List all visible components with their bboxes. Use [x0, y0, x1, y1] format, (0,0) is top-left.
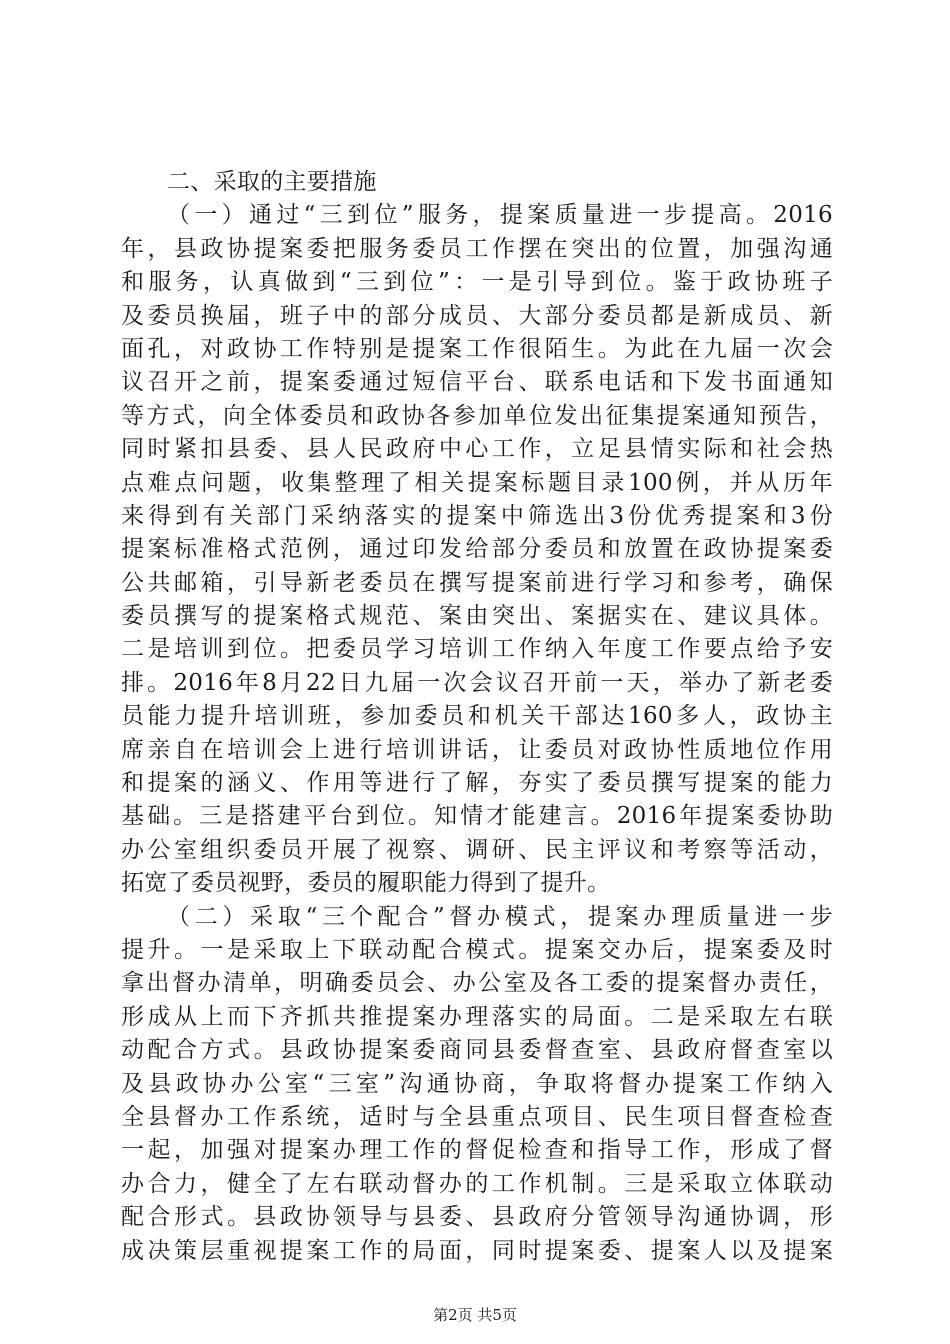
text-line: 配合形式。县政协领导与县委、县政府分管领导沟通协调，形	[121, 1204, 833, 1231]
text-line: 全县督办工作系统，适时与全县重点项目、民生项目督查检查	[121, 1103, 833, 1130]
text-line: 来得到有关部门采纳落实的提案中筛选出3份优秀提案和3份	[121, 502, 833, 529]
text-line: 办合力，健全了左右联动督办的工作机制。三是采取立体联动	[121, 1170, 833, 1197]
text-line: 排。2016年8月22日九届一次会议召开前一天，举办了新老委	[121, 669, 833, 696]
text-line: 面孔，对政协工作特别是提案工作很陌生。为此在九届一次会	[121, 335, 833, 362]
text-line: 同时紧扣县委、县人民政府中心工作，立足县情实际和社会热	[121, 436, 833, 463]
text-line: 员能力提升培训班，参加委员和机关干部达160多人，政协主	[121, 703, 833, 730]
text-line: 议召开之前，提案委通过短信平台、联系电话和下发书面通知	[121, 369, 833, 396]
text-line: 年，县政协提案委把服务委员工作摆在突出的位置，加强沟通	[121, 235, 833, 262]
text-line: 二是培训到位。把委员学习培训工作纳入年度工作要点给予安	[121, 636, 833, 663]
text-line: （二）采取“三个配合”督办模式，提案办理质量进一步	[167, 903, 833, 930]
text-line: （一）通过“三到位”服务，提案质量进一步提高。2016	[167, 202, 833, 229]
text-line: 办公室组织委员开展了视察、调研、民主评议和考察等活动，	[121, 836, 833, 863]
text-line: 动配合方式。县政协提案委商同县委督查室、县政府督查室以	[121, 1037, 833, 1064]
text-line: 和服务，认真做到“三到位”：一是引导到位。鉴于政协班子	[121, 269, 833, 296]
text-line: 形成从上而下齐抓共推提案办理落实的局面。二是采取左右联	[121, 1003, 833, 1030]
text-line: 及委员换届，班子中的部分成员、大部分委员都是新成员、新	[121, 302, 833, 329]
text-line: 席亲自在培训会上进行培训讲话，让委员对政协性质地位作用	[121, 736, 833, 763]
text-line: 拓宽了委员视野，委员的履职能力得到了提升。	[121, 870, 611, 897]
text-line: 成决策层重视提案工作的局面，同时提案委、提案人以及提案	[121, 1237, 833, 1264]
text-line: 提案标准格式范例，通过印发给部分委员和放置在政协提案委	[121, 536, 833, 563]
text-line: 等方式，向全体委员和政协各参加单位发出征集提案通知预告，	[121, 402, 833, 429]
text-line: 委员撰写的提案格式规范、案由突出、案据实在、建议具体。	[121, 603, 833, 630]
document-body	[121, 166, 833, 1268]
text-line: 及县政协办公室“三室”沟通协商，争取将督办提案工作纳入	[121, 1070, 833, 1097]
text-line: 一起，加强对提案办理工作的督促检查和指导工作，形成了督	[121, 1137, 833, 1164]
text-line: 二、采取的主要措施	[167, 169, 377, 195]
text-line: 拿出督办清单，明确委员会、办公室及各工委的提案督办责任，	[121, 970, 833, 997]
text-line: 基础。三是搭建平台到位。知情才能建言。2016年提案委协助	[121, 803, 833, 830]
text-line: 提升。一是采取上下联动配合模式。提案交办后，提案委及时	[121, 936, 833, 963]
text-line: 点难点问题，收集整理了相关提案标题目录100例，并从历年	[121, 469, 833, 496]
text-line: 和提案的涵义、作用等进行了解，夯实了委员撰写提案的能力	[121, 770, 833, 797]
text-line: 公共邮箱，引导新老委员在撰写提案前进行学习和参考，确保	[121, 569, 833, 596]
page-footer: 第2页 共5页	[433, 1306, 517, 1324]
